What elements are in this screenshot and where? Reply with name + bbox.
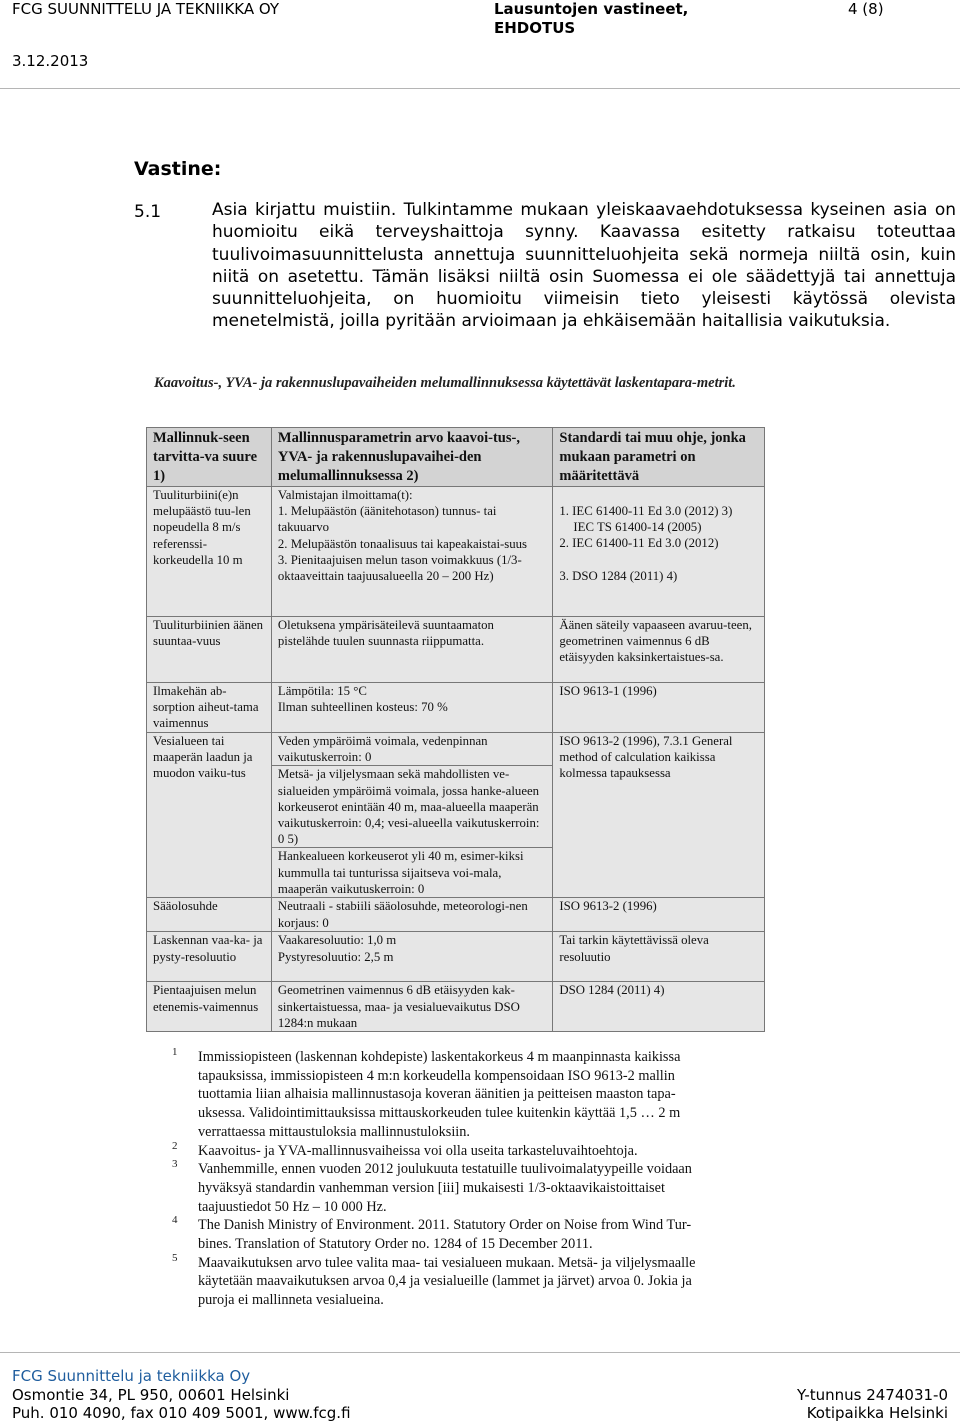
table-cell bbox=[553, 617, 765, 683]
table-cell bbox=[147, 683, 272, 733]
footer-contact: Puh. 010 4090, fax 010 409 5001, www.fcg.fi bbox=[12, 1404, 351, 1422]
quantity-label: Tuuliturbiini(e)n melupäästö tuu-len nopeudella 8 m/s referenssi-korkeudella 10 m bbox=[153, 488, 251, 567]
footer-domicile: Kotipaikka Helsinki bbox=[806, 1404, 948, 1422]
footnote-line: uksessa. Validointimittauksissa mittauskorkeuden tulee kuitenkin käyttää 1,5 … 2 m bbox=[198, 1105, 681, 1122]
table-cell bbox=[271, 848, 552, 898]
value-text: Geometrinen vaimennus 6 dB etäisyyden kak-sinkertaistuessa, maa- ja vesialuevaikutus DSO 1284:n mukaan bbox=[277, 983, 520, 1030]
footnote-line: The Danish Ministry of Environment. 2011. Statutory Order on Noise from Wind Tur- bbox=[198, 1217, 692, 1234]
footnote-line: tuottamia liian alhaisia mallinnustasoja koveran äänitien ja peitteisen maaston tapa- bbox=[198, 1086, 676, 1103]
value-text: Vaakaresoluutio: 1,0 m bbox=[277, 933, 397, 948]
table-row bbox=[147, 898, 765, 932]
header-document-title bbox=[494, 0, 688, 38]
footer-divider bbox=[0, 1352, 960, 1353]
table-cell bbox=[271, 617, 552, 683]
header-company: FCG SUUNNITTELU JA TEKNIIKKA OY bbox=[12, 0, 280, 18]
table-row bbox=[147, 617, 765, 683]
standard-text: Äänen säteily vapaaseen avaruu-teen, geometrinen vaimennus 6 dB etäisyyden kaksinkertaistues-sa. bbox=[559, 618, 752, 665]
footnote-number: 1 bbox=[172, 1046, 178, 1058]
quantity-label: Laskennan vaa-ka- ja pysty-resoluutio bbox=[153, 933, 263, 964]
value-text: Neutraali - stabiili sääolosuhde, meteorologi-nen korjaus: 0 bbox=[277, 899, 528, 930]
header-date: 3.12.2013 bbox=[12, 52, 89, 70]
item-number: 5.1 bbox=[134, 202, 162, 222]
table-cell bbox=[553, 982, 765, 1032]
header-title-line1: Lausuntojen vastineet, bbox=[494, 0, 689, 18]
footnote-line: Vanhemmille, ennen vuoden 2012 joulukuuta testatuille tuulivoimalatyypeille voidaan bbox=[198, 1161, 692, 1178]
table-row bbox=[147, 683, 765, 733]
footnote-line: hyväksyä standardin vanhemman version [iii] mukaisesti 1/3-oktaavikaistoittaiset bbox=[198, 1179, 665, 1196]
table-cell bbox=[271, 932, 552, 982]
value-text: 3. Pienitaajuisen melun tason voimakkuus (1/3-oktaaveittain taajuusalueella 20 – 200 Hz) bbox=[277, 552, 522, 584]
table-row bbox=[147, 932, 765, 982]
standard-text: DSO 1284 (2011) 4) bbox=[559, 983, 665, 998]
table-cell bbox=[553, 683, 765, 733]
table-cell bbox=[271, 487, 552, 617]
table-cell bbox=[271, 683, 552, 733]
table-cell bbox=[147, 733, 272, 898]
table-header-cell: Mallinnusparametrin arvo kaavoi-tus-, YVA- ja rakennuslupavaihei-den melumallinnuksessa 2) bbox=[271, 428, 552, 487]
table-cell bbox=[271, 733, 552, 766]
standard-text: 3. DSO 1284 (2011) 4) bbox=[559, 568, 678, 583]
header-page-number: 4 (8) bbox=[848, 0, 884, 18]
value-text: Valmistajan ilmoittama(t): bbox=[277, 488, 413, 502]
value-text: Veden ympäröimä voimala, vedenpinnan vaikutuskerroin: 0 bbox=[277, 734, 488, 765]
value-text: Metsä- ja viljelysmaan sekä mahdollisten ve-sialueiden ympäröimä voimala, jossa hanke-alueen korkeuserot enintään 40 m, maa-alueella maaperän vaikutuskerroin: 0,4; vesi-alueella vaikutuskerroin: 0 5) bbox=[277, 767, 540, 847]
header-title-line2: EHDOTUS bbox=[494, 19, 576, 37]
table-cell bbox=[553, 487, 765, 617]
table-header-row bbox=[147, 428, 765, 487]
table-cell bbox=[553, 932, 765, 982]
standard-text: 1. IEC 61400-11 Ed 3.0 (2012) 3) bbox=[559, 504, 733, 518]
table-cell bbox=[271, 982, 552, 1032]
footnotes-text bbox=[198, 1048, 768, 1310]
quantity-label: Ilmakehän ab-sorption aiheut-tama vaimennus bbox=[153, 684, 259, 731]
standard-text: ISO 9613-1 (1996) bbox=[559, 684, 657, 698]
table-cell bbox=[147, 982, 272, 1032]
standard-text: ISO 9613-2 (1996) bbox=[559, 899, 657, 914]
quantity-label: Pientaajuisen melun etenemis-vaimennus bbox=[153, 983, 259, 1014]
footnote-line: Immissiopisteen (laskennan kohdepiste) laskentakorkeus 4 m maanpinnasta kaikissa bbox=[198, 1049, 681, 1065]
footnote-number: 5 bbox=[172, 1252, 178, 1264]
quantity-label: Tuuliturbiinien äänen suuntaa-vuus bbox=[153, 618, 264, 649]
quantity-label: Vesialueen tai maaperän laadun ja muodon vaiku-tus bbox=[153, 734, 253, 781]
section-heading: Vastine: bbox=[134, 158, 222, 180]
footnote-line: käytetään maavaikutuksen arvoa 0,4 ja vesialueille (lammet ja järvet) arvoa 0. Jokia ja bbox=[198, 1273, 692, 1290]
value-text: Lämpötila: 15 °C bbox=[277, 684, 367, 698]
value-text: Ilman suhteellinen kosteus: 70 % bbox=[277, 700, 448, 715]
table-cell bbox=[147, 617, 272, 683]
value-text: 2. Melupäästön tonaalisuus tai kapeakaistai-suus bbox=[277, 536, 528, 551]
table-row bbox=[147, 487, 765, 617]
footnote-line: Maavaikutuksen arvo tulee valita maa- tai vesialueen mukaan. Metsä- ja viljelysmaalle bbox=[198, 1254, 696, 1271]
footnote-line: verrattaessa mittaustuloksia mallinnustuloksiin. bbox=[198, 1123, 470, 1140]
footnote-number: 3 bbox=[172, 1158, 178, 1170]
footnote-number: 2 bbox=[172, 1140, 178, 1152]
value-text: Pystyresoluutio: 2,5 m bbox=[277, 949, 394, 964]
header-divider bbox=[0, 88, 960, 89]
value-text: Oletuksena ympärisäteilevä suuntaamaton pistelähde tuulen suunnasta riippumatta. bbox=[277, 618, 494, 649]
standard-text: 2. IEC 61400-11 Ed 3.0 (2012) bbox=[559, 536, 719, 551]
table-cell bbox=[553, 733, 765, 898]
table-cell bbox=[147, 932, 272, 982]
standard-text: ISO 9613-2 (1996), 7.3.1 General method of calculation kaikissa kolmessa tapauksessa bbox=[559, 734, 733, 781]
footer-address: Osmontie 34, PL 950, 00601 Helsinki bbox=[12, 1386, 290, 1404]
footnote-line: Kaavoitus- ja YVA-mallinnusvaiheissa voi olla useita tarkasteluvaihtoehtoja. bbox=[198, 1142, 638, 1159]
table-row bbox=[147, 982, 765, 1032]
table-row bbox=[147, 733, 765, 766]
footnote-number: 4 bbox=[172, 1214, 178, 1226]
item-text: Asia kirjattu muistiin. Tulkintamme mukaan yleiskaavaehdotuksessa kyseinen asia on huomioitu eikä terveyshaittoja synny. Kaavassa esitetty ratkaisu toteuttaa tuulivoimasuunnittelusta annettuja suunnitteluohjeita sekä normeja niiltä osin, kuin niitä on asetettu. Tämän lisäksi niiltä osin Suomessa ei ole säädettyjä tai annettuja suunnitteluohjeita, on huomioitu viimeisin tieto yleisesti käytössä olevista menetelmistä, joilla pyritään arvioimaan ja ehkäisemään haitallisia vaikutuksia. bbox=[212, 200, 956, 332]
footnote-line: taajuustiedot 50 Hz – 10 000 Hz. bbox=[198, 1198, 387, 1215]
footnote-line: puroja ei mallinneta vesialueina. bbox=[198, 1292, 384, 1309]
standard-text: IEC TS 61400-14 (2005) bbox=[573, 520, 702, 535]
value-text: 1. Melupäästön (äänitehotason) tunnus- tai takuuarvo bbox=[277, 504, 497, 535]
table-cell bbox=[271, 766, 552, 848]
parameter-table bbox=[146, 427, 765, 1032]
table-header-cell: Mallinnuk-seen tarvitta-va suure 1) bbox=[147, 428, 272, 487]
value-text: Hankealueen korkeuserot yli 40 m, esimer-kiksi kummulla tai tunturissa sijaitseva voi-mala, maaperän vaikutuskerroin: 0 bbox=[277, 849, 524, 896]
figure-caption: Kaavoitus-, YVA- ja rakennuslupavaiheiden melumallinnuksessa käytettävät laskentapara-metrit. bbox=[154, 375, 736, 391]
table-cell bbox=[553, 898, 765, 932]
footer-business-id: Y-tunnus 2474031-0 bbox=[796, 1386, 948, 1404]
table-cell bbox=[147, 898, 272, 932]
table-cell bbox=[271, 898, 552, 932]
quantity-label: Sääolosuhde bbox=[153, 899, 218, 914]
table-header-cell: Standardi tai muu ohje, jonka mukaan parametri on määritettävä bbox=[553, 428, 765, 487]
standard-text: Tai tarkin käytettävissä oleva resoluutio bbox=[559, 933, 709, 964]
footnote-line: tapauksissa, immissiopisteen 4 m:n korkeudella kompensoidaan ISO 9613-2 mallin bbox=[198, 1067, 675, 1084]
table-cell bbox=[147, 487, 272, 617]
footnote-line: bines. Translation of Statutory Order no. 1284 of 15 December 2011. bbox=[198, 1236, 593, 1253]
footer-company: FCG Suunnittelu ja tekniikka Oy bbox=[12, 1367, 251, 1385]
